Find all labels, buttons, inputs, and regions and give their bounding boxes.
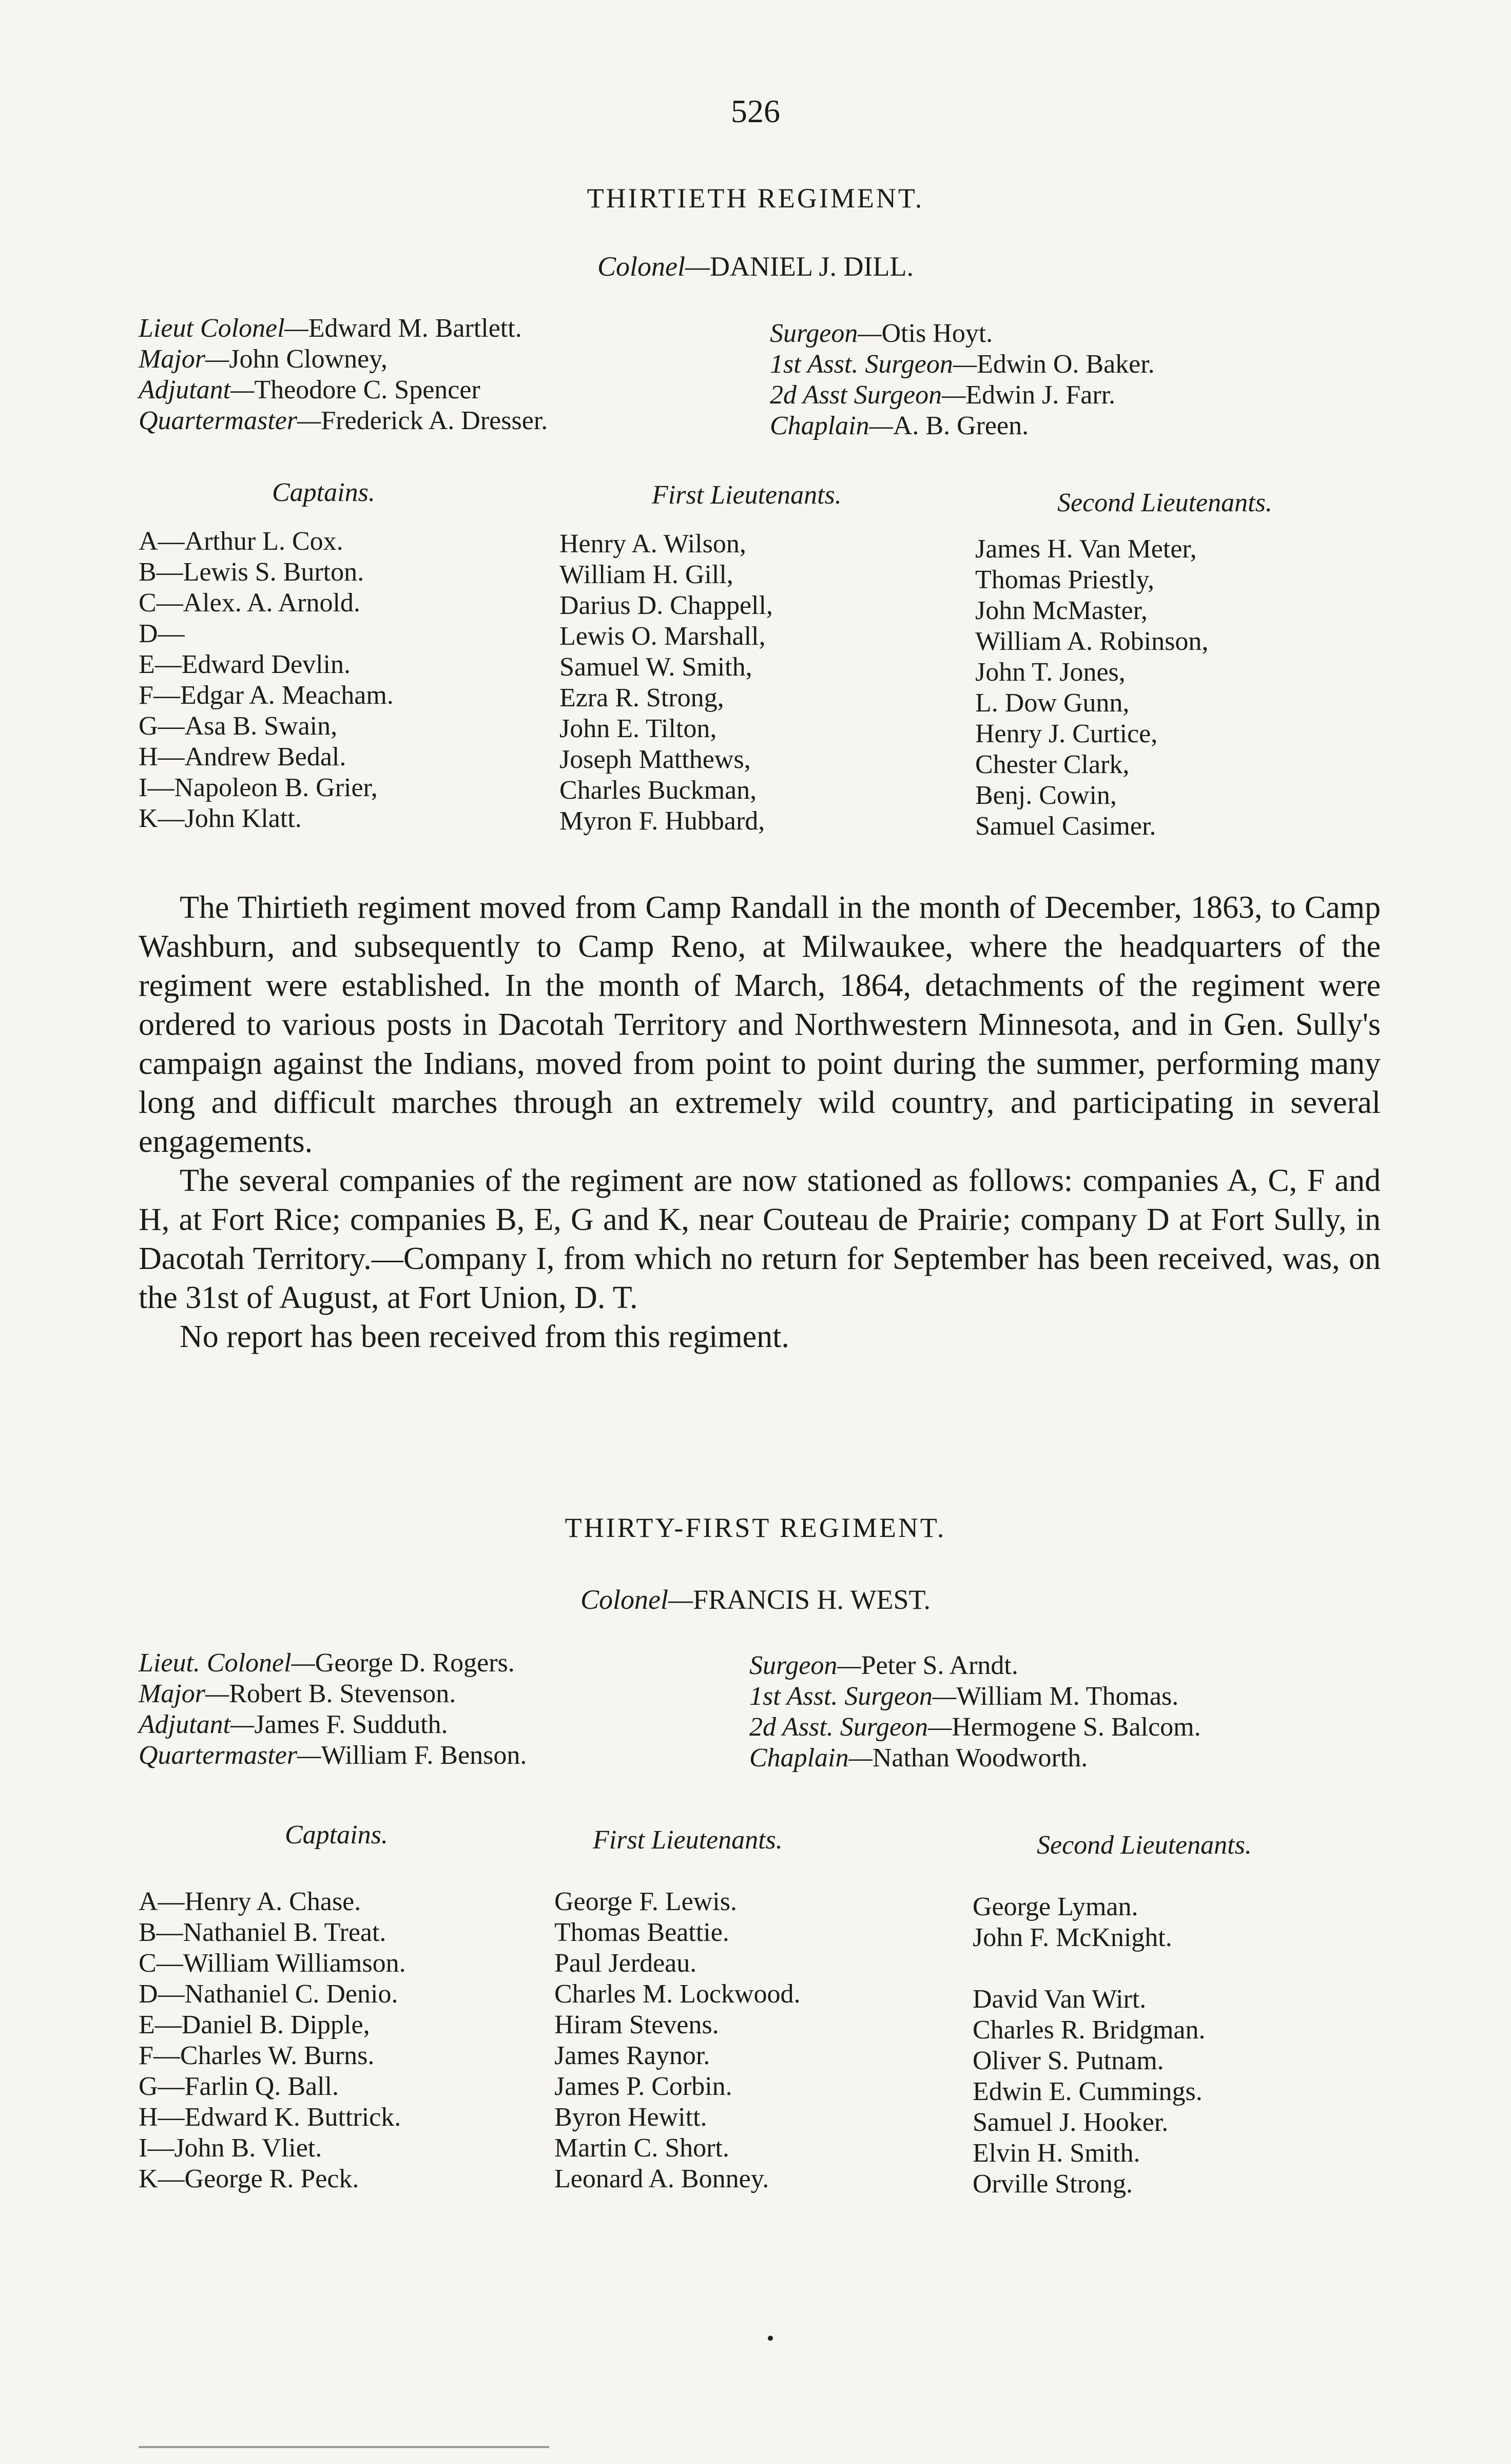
roster-entry: C—William Williamson. (139, 1949, 406, 1978)
roster-entry: E—Daniel B. Dipple, (139, 2010, 370, 2039)
roster-entry: William A. Robinson, (975, 627, 1209, 656)
roster-entry: H—Edward K. Buttrick. (139, 2103, 401, 2132)
colonel-name: FRANCIS H. WEST. (692, 1584, 931, 1615)
roster-entry: I—John B. Vliet. (139, 2133, 322, 2163)
report-paragraph: The several companies of the regiment are now stationed as follows: companies A, C, F and H, at Fort Rice; companies B, E, G and K, near Couteau de Prairie; company D at Fort Sully, in Dacotah Territory.—Company I, from which no return for September has been received, was, on the 31st of August, at Fort Union, D. T. (139, 1163, 1381, 1315)
roster-entry (973, 1953, 1206, 1984)
roster-entry: Chester Clark, (975, 750, 1130, 779)
roster-entry: George F. Lewis. (554, 1887, 737, 1916)
roster-entry: John T. Jones, (975, 658, 1126, 687)
regiment-30-title: THIRTIETH REGIMENT. (587, 183, 924, 214)
regiment-31-first-lieutenants-list (554, 1886, 800, 2194)
regiment-30-report (139, 888, 1381, 1356)
report-paragraph: The Thirtieth regiment moved from Camp Randall in the month of December, 1863, to Camp Washburn, and subsequently to Camp Reno, at Milwaukee, where the headquarters of the regiment were established. In the month of March, 1864, detachments of the regiment were ordered to various posts in Dacotah Territory and Northwestern Minnesota, and in Gen. Sully's campaign against the Indians, moved from point to point during the summer, performing many long and difficult marches through an extremely wild country, and participating in several engagements. (139, 890, 1381, 1159)
regiment-31-title: THIRTY-FIRST REGIMENT. (565, 1512, 946, 1543)
staff-major: Major—Robert B. Stevenson. (139, 1679, 456, 1708)
roster-entry: Charles Buckman, (559, 776, 757, 805)
roster-entry: Darius D. Chappell, (559, 591, 773, 620)
roster-entry: James P. Corbin. (554, 2072, 732, 2101)
colonel-name: DANIEL J. DILL. (710, 251, 914, 282)
roster-entry: Martin C. Short. (554, 2133, 729, 2163)
staff-chaplain: Chaplain—A. B. Green. (770, 411, 1029, 440)
roster-entry: Paul Jerdeau. (554, 1949, 697, 1978)
captains-header: Captains. (272, 478, 375, 507)
staff-second-asst-surgeon: 2d Asst Surgeon—Edwin J. Farr. (770, 380, 1116, 410)
roster-entry: Byron Hewitt. (554, 2103, 707, 2132)
roster-entry: Leonard A. Bonney. (554, 2164, 769, 2193)
roster-entry: G—Asa B. Swain, (139, 711, 338, 741)
staff-adjutant: Adjutant—James F. Sudduth. (139, 1710, 448, 1739)
staff-adjutant: Adjutant—Theodore C. Spencer (139, 375, 480, 405)
roster-entry: James Raynor. (554, 2041, 710, 2070)
roster-entry: Ezra R. Strong, (559, 683, 724, 713)
roster-entry: G—Farlin Q. Ball. (139, 2072, 339, 2101)
regiment-30-staff-right (770, 318, 1155, 441)
staff-first-asst-surgeon: 1st Asst. Surgeon—Edwin O. Baker. (770, 350, 1155, 379)
roster-entry: Orville Strong. (973, 2169, 1133, 2199)
roster-entry: Edwin E. Cummings. (973, 2077, 1203, 2106)
roster-entry: Henry J. Curtice, (975, 719, 1158, 748)
staff-surgeon: Surgeon—Otis Hoyt. (770, 319, 993, 348)
bottom-rule (139, 2446, 549, 2448)
roster-entry: Thomas Beattie. (554, 1918, 729, 1947)
roster-entry: Lewis O. Marshall, (559, 622, 766, 651)
regiment-31-staff-right (749, 1650, 1201, 1774)
staff-second-asst-surgeon: 2d Asst. Surgeon—Hermogene S. Balcom. (749, 1712, 1201, 1742)
roster-entry: David Van Wirt. (973, 1985, 1147, 2014)
roster-entry: Samuel W. Smith, (559, 652, 752, 682)
roster-entry: Joseph Matthews, (559, 745, 751, 774)
roster-entry: Charles R. Bridgman. (973, 2015, 1206, 2045)
roster-entry: F—Edgar A. Meacham. (139, 681, 394, 710)
roster-entry: D— (139, 619, 185, 648)
first-lieutenants-header: First Lieutenants. (593, 1825, 783, 1855)
staff-chaplain: Chaplain—Nathan Woodworth. (749, 1743, 1088, 1773)
roster-entry: K—George R. Peck. (139, 2164, 359, 2193)
roster-entry: Oliver S. Putnam. (973, 2046, 1164, 2075)
regiment-30-staff-left (139, 313, 548, 436)
roster-entry: C—Alex. A. Arnold. (139, 588, 360, 618)
regiment-30-first-lieutenants-list (559, 529, 773, 837)
regiment-31-captains-list (139, 1886, 406, 2194)
roster-entry: Samuel Casimer. (975, 812, 1156, 841)
regiment-30-captains-list (139, 526, 394, 834)
roster-entry: Thomas Priestly, (975, 565, 1155, 594)
regiment-31-colonel (0, 1584, 1511, 1615)
colonel-label: Colonel— (597, 251, 710, 282)
staff-quartermaster: Quartermaster—Frederick A. Dresser. (139, 406, 548, 435)
roster-entry: Myron F. Hubbard, (559, 806, 765, 836)
second-lieutenants-header: Second Lieutenants. (1057, 488, 1272, 517)
roster-entry: B—Lewis S. Burton. (139, 557, 364, 587)
roster-entry: Benj. Cowin, (975, 781, 1117, 810)
roster-entry: Samuel J. Hooker. (973, 2108, 1169, 2137)
roster-entry: I—Napoleon B. Grier, (139, 773, 378, 802)
staff-surgeon: Surgeon—Peter S. Arndt. (749, 1651, 1018, 1680)
roster-entry: K—John Klatt. (139, 804, 302, 833)
printer-mark (768, 2336, 773, 2341)
colonel-label: Colonel— (580, 1584, 693, 1615)
first-lieutenants-header: First Lieutenants. (652, 480, 842, 510)
roster-entry: F—Charles W. Burns. (139, 2041, 375, 2070)
roster-entry: A—Henry A. Chase. (139, 1887, 361, 1916)
regiment-31-second-lieutenants-list (973, 1892, 1206, 2200)
staff-first-asst-surgeon: 1st Asst. Surgeon—William M. Thomas. (749, 1682, 1179, 1711)
roster-entry: Charles M. Lockwood. (554, 1979, 801, 2009)
staff-major: Major—John Clowney, (139, 344, 388, 374)
roster-entry: George Lyman. (973, 1892, 1138, 1921)
regiment-30-colonel (0, 251, 1511, 282)
staff-quartermaster: Quartermaster—William F. Benson. (139, 1741, 527, 1770)
roster-entry: John F. McKnight. (973, 1923, 1172, 1952)
staff-lieut-colonel: Lieut Colonel—Edward M. Bartlett. (139, 314, 522, 343)
roster-entry: Hiram Stevens. (554, 2010, 719, 2039)
roster-entry: L. Dow Gunn, (975, 688, 1130, 718)
regiment-30-second-lieutenants-list (975, 534, 1208, 842)
roster-entry: H—Andrew Bedal. (139, 742, 346, 772)
staff-lieut-colonel: Lieut. Colonel—George D. Rogers. (139, 1648, 515, 1678)
second-lieutenants-header: Second Lieutenants. (1037, 1831, 1252, 1860)
roster-entry: Henry A. Wilson, (559, 529, 746, 559)
captains-header: Captains. (285, 1820, 388, 1850)
roster-entry: D—Nathaniel C. Denio. (139, 1979, 398, 2009)
roster-entry: A—Arthur L. Cox. (139, 527, 343, 556)
roster-entry: William H. Gill, (559, 560, 733, 589)
regiment-31-staff-left (139, 1648, 527, 1771)
page-number: 526 (731, 93, 780, 129)
roster-entry: E—Edward Devlin. (139, 650, 351, 679)
roster-entry: John E. Tilton, (559, 714, 717, 743)
roster-entry: John McMaster, (975, 596, 1148, 625)
roster-entry: Elvin H. Smith. (973, 2139, 1140, 2168)
report-paragraph: No report has been received from this regiment. (180, 1319, 789, 1354)
roster-entry: James H. Van Meter, (975, 534, 1197, 564)
roster-entry: B—Nathaniel B. Treat. (139, 1918, 386, 1947)
